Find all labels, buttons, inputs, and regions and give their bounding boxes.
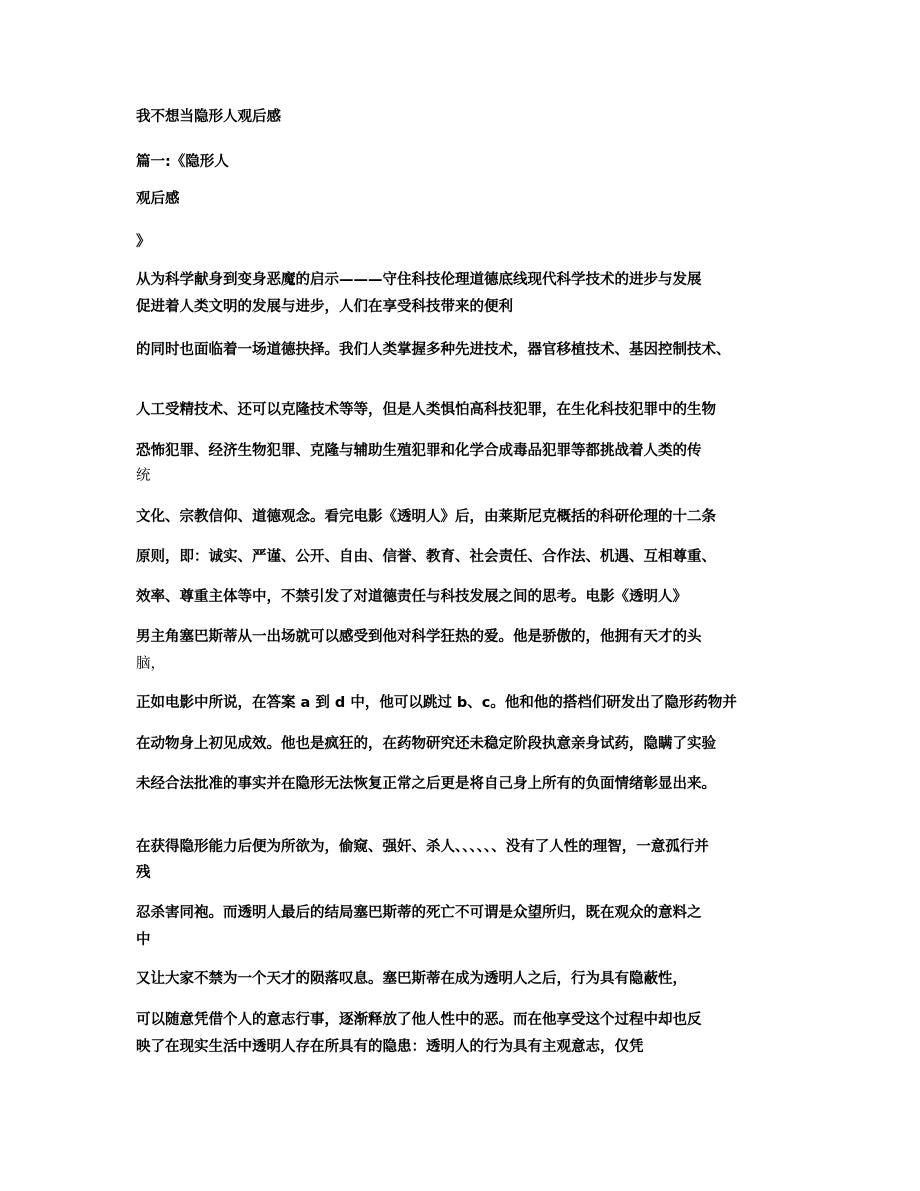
paragraph-line: 正如电影中所说，在答案 a 到 d 中，他可以跳过 b、c。他和他的搭档们研发出了隐形药物并	[136, 695, 737, 711]
paragraph-line: 的同时也面临着一场道德抉择。我们人类掌握多种先进技术，器官移植技术、基因控制技术、	[136, 342, 731, 358]
paragraph-line: 恐怖犯罪、经济生物犯罪、克隆与辅助生殖犯罪和化学合成毒品犯罪等都挑战着人类的传	[136, 443, 702, 459]
paragraph-line: 中	[136, 932, 151, 948]
paragraph-line: 效率、尊重主体等中，不禁引发了对道德责任与科技发展之间的思考。电影《透明人》	[136, 589, 687, 605]
paragraph-line: 又让大家不禁为一个天才的陨落叹息。塞巴斯蒂在成为透明人之后，行为具有隐蔽性，	[136, 971, 687, 987]
paragraph-line: 映了在现实生活中透明人存在所具有的隐患：透明人的行为具有主观意志，仅凭	[136, 1039, 644, 1055]
section-heading-line-3: 》	[136, 234, 151, 250]
section-heading-line-2: 观后感	[136, 191, 180, 207]
paragraph-line: 未经合法批准的事实并在隐形无法恢复正常之后更是将自己身上所有的负面情绪彰显出来。	[136, 776, 716, 792]
paragraph-line: 可以随意凭借个人的意志行事，逐渐释放了他人性中的恶。而在他享受这个过程中却也反	[136, 1012, 702, 1028]
paragraph-line: 在动物身上初见成效。他也是疯狂的，在药物研究还未稳定阶段执意亲身试药，隐瞒了实验	[136, 736, 716, 752]
paragraph-line: 忍杀害同袍。而透明人最后的结局塞巴斯蒂的死亡不可谓是众望所归，既在观众的意料之	[136, 905, 702, 921]
paragraph-line: 文化、宗教信仰、道德观念。看完电影《透明人》后，由莱斯尼克概括的科研伦理的十二条	[136, 509, 716, 525]
paragraph-line: 人工受精技术、还可以克隆技术等等，但是人类惧怕高科技犯罪，在生化科技犯罪中的生物	[136, 402, 716, 418]
paragraph-line: 在获得隐形能力后便为所欲为，偷窥、强奸、杀人、、、、、、没有了人性的理智，一意孤行并	[136, 839, 709, 855]
paragraph-line: 从为科学献身到变身恶魔的启示———守住科技伦理道德底线现代科学技术的进步与发展	[136, 272, 702, 288]
section-heading-line-1: 篇一:《隐形人	[136, 154, 229, 170]
paragraph-line: 促进着人类文明的发展与进步，人们在享受科技带来的便利	[136, 299, 513, 315]
document-title: 我不想当隐形人观后感	[136, 109, 281, 125]
paragraph-line: 脑，	[136, 656, 165, 672]
paragraph-line: 男主角塞巴斯蒂从一出场就可以感受到他对科学狂热的爱。他是骄傲的，他拥有天才的头	[136, 629, 702, 645]
paragraph-line: 残	[136, 865, 151, 881]
paragraph-line: 统	[136, 468, 151, 484]
paragraph-line: 原则，即：诚实、严谨、公开、自由、信誉、教育、社会责任、合作法、机遇、互相尊重、	[136, 549, 716, 565]
